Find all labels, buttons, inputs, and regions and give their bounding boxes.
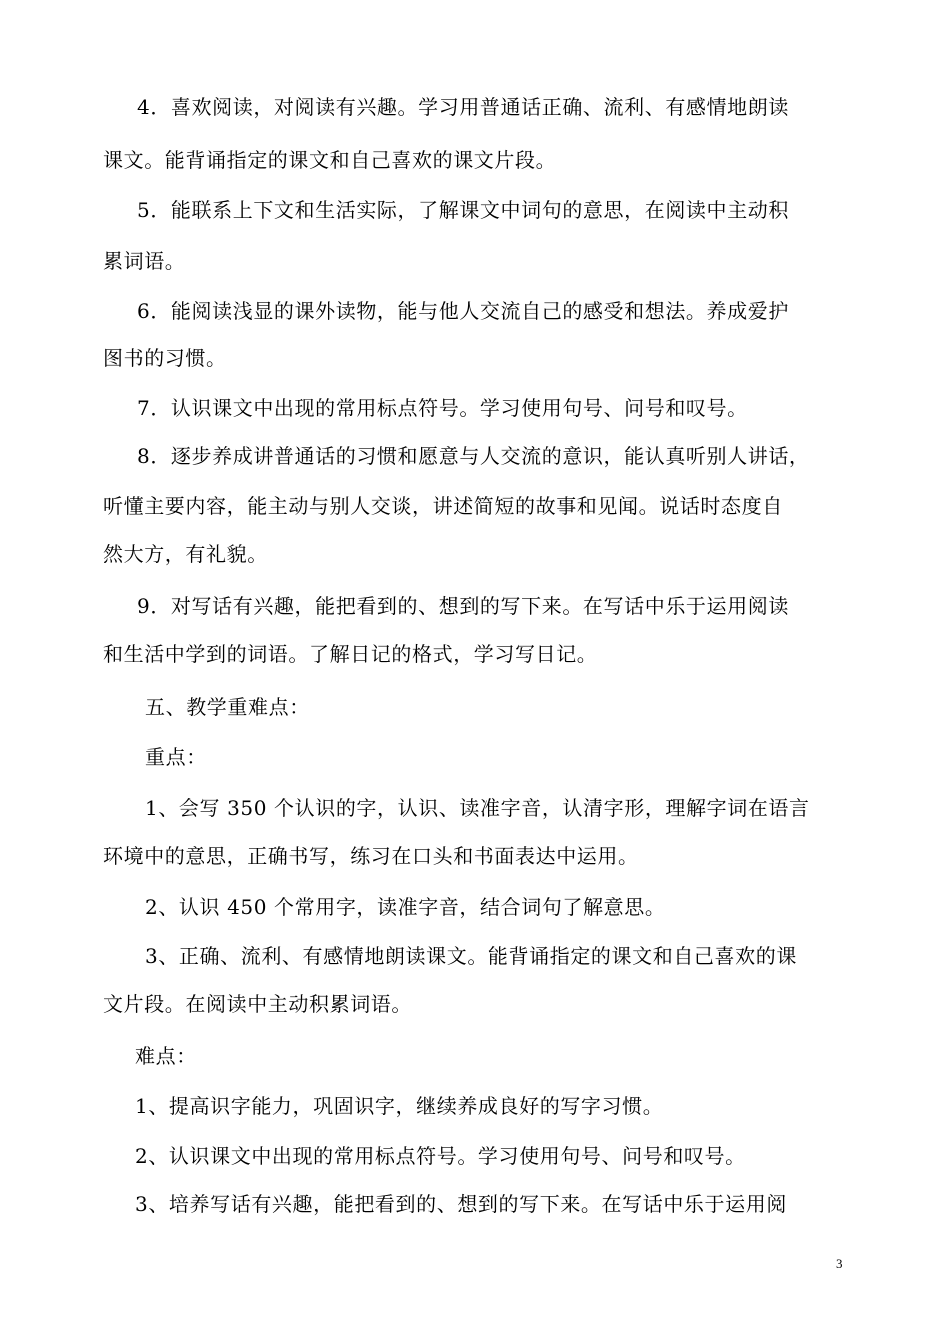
- text-line: 和生活中学到的词语。了解日记的格式，学习写日记。: [103, 642, 598, 666]
- subheading-key-points: 重点：: [145, 745, 207, 769]
- text-line: 3、正确、流利、有感情地朗读课文。能背诵指定的课文和自己喜欢的课: [145, 944, 797, 968]
- text-line: 4．喜欢阅读，对阅读有兴趣。学习用普通话正确、流利、有感情地朗读: [137, 95, 789, 119]
- text-line: 图书的习惯。: [103, 346, 227, 370]
- text-line: 1、会写 350 个认识的字，认识、读准字音，认清字形，理解字词在语言: [145, 796, 810, 820]
- text-line: 3、培养写话有兴趣，能把看到的、想到的写下来。在写话中乐于运用阅: [135, 1192, 787, 1216]
- text-line: 6．能阅读浅显的课外读物，能与他人交流自己的感受和想法。养成爱护: [137, 299, 789, 323]
- page-number: 3: [836, 1256, 843, 1271]
- text-line: 8．逐步养成讲普通话的习惯和愿意与人交流的意识，能认真听别人讲话，: [137, 444, 810, 468]
- text-line: 然大方，有礼貌。: [103, 542, 268, 566]
- text-line: 5．能联系上下文和生活实际，了解课文中词句的意思，在阅读中主动积: [137, 198, 789, 222]
- text-line: 2、认识 450 个常用字，读准字音，结合词句了解意思。: [145, 895, 666, 919]
- text-line: 7．认识课文中出现的常用标点符号。学习使用句号、问号和叹号。: [137, 396, 748, 420]
- text-line: 2、认识课文中出现的常用标点符号。学习使用句号、问号和叹号。: [135, 1144, 746, 1168]
- text-line: 文片段。在阅读中主动积累词语。: [103, 992, 412, 1016]
- section-heading: 五、教学重难点：: [145, 695, 310, 719]
- text-line: 累词语。: [103, 249, 186, 273]
- text-line: 环境中的意思，正确书写，练习在口头和书面表达中运用。: [103, 844, 639, 868]
- text-line: 课文。能背诵指定的课文和自己喜欢的课文片段。: [103, 148, 557, 172]
- text-line: 9．对写话有兴趣，能把看到的、想到的写下来。在写话中乐于运用阅读: [137, 594, 789, 618]
- subheading-difficult-points: 难点：: [135, 1044, 197, 1068]
- text-line: 1、提高识字能力，巩固识字，继续养成良好的写字习惯。: [135, 1094, 664, 1118]
- text-line: 听懂主要内容，能主动与别人交谈，讲述简短的故事和见闻。说话时态度自: [103, 494, 783, 518]
